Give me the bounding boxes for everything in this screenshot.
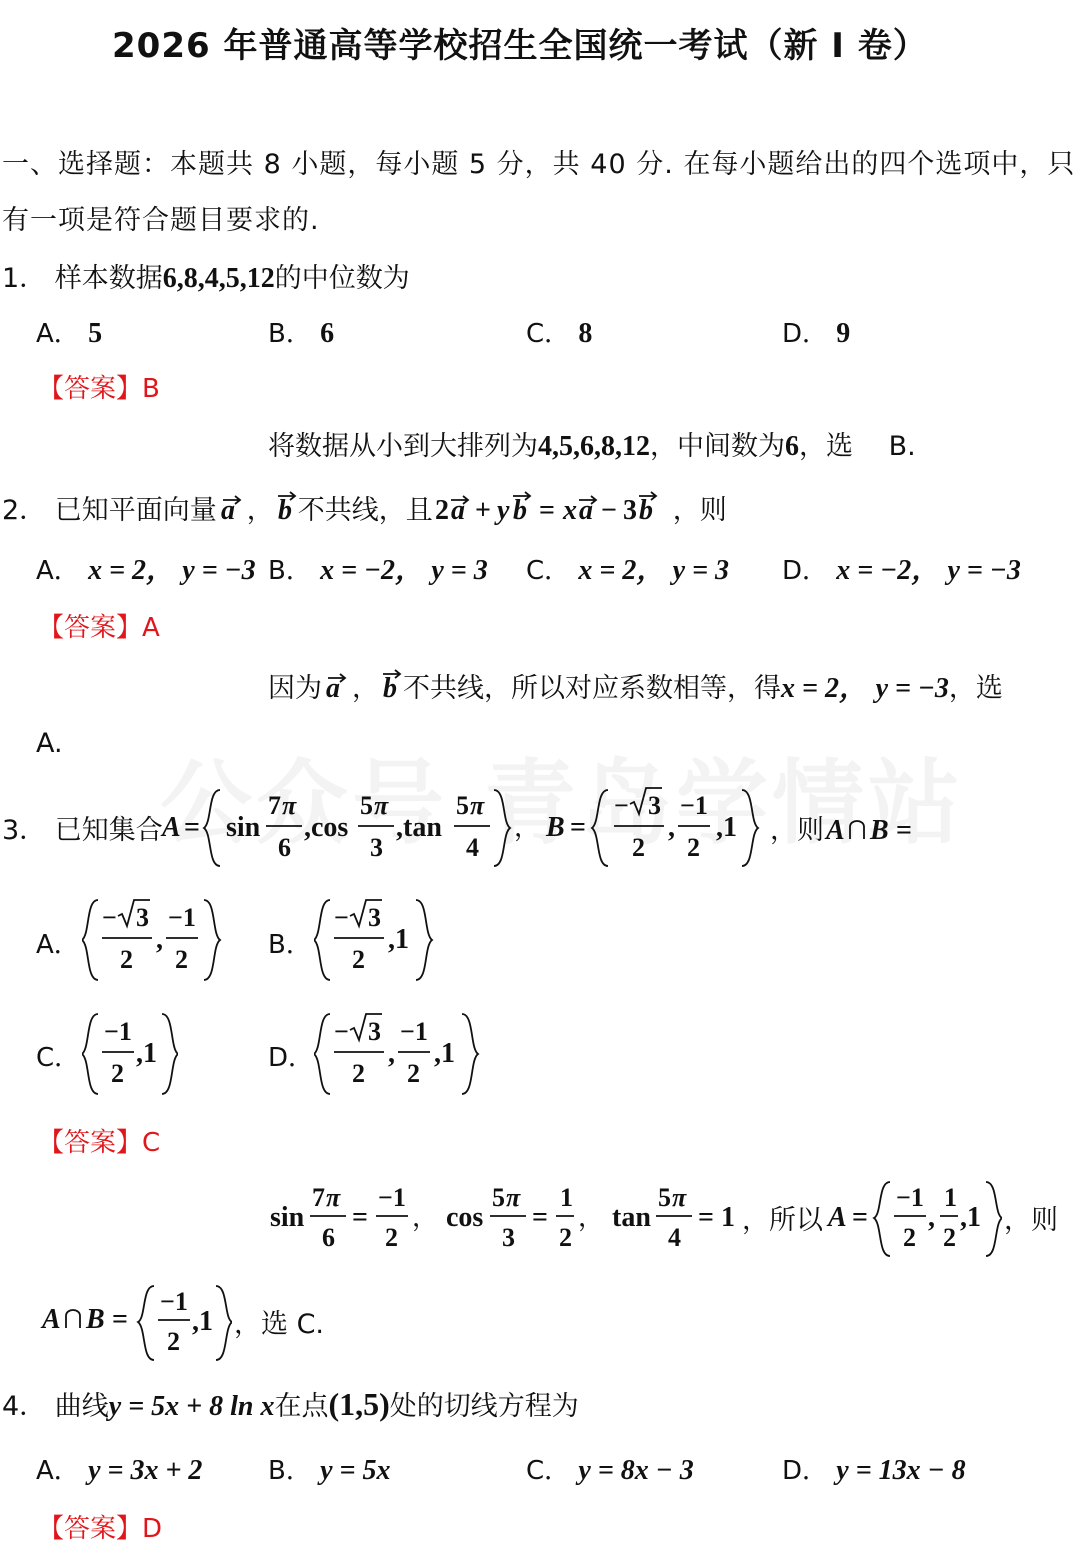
svg-text:π: π (672, 1183, 687, 1212)
svg-text:−: − (334, 903, 349, 932)
answer-3: 【答案】C (38, 1128, 161, 1158)
option-a-set (82, 896, 222, 984)
svg-text:+: + (474, 495, 491, 525)
svg-text:2: 2 (943, 1223, 956, 1252)
svg-text:π: π (326, 1183, 341, 1212)
section-header-line1: 一、选择题：本题共 8 小题，每小题 5 分，共 40 分. 在每小题给出的四个选项中，只 (2, 149, 1076, 180)
svg-text:a: a (578, 495, 593, 525)
svg-text:2: 2 (385, 1223, 398, 1252)
svg-text:B: B (546, 812, 565, 843)
stem-math: 6,8,4,5,12 (162, 263, 275, 294)
svg-text:1: 1 (944, 1183, 957, 1212)
svg-text:B: B (86, 1304, 105, 1335)
section-header-line2: 有一项是符合题目要求的. (2, 205, 320, 236)
svg-text:−: − (334, 1017, 349, 1046)
option-a: A． x = 2， y = −3 (36, 555, 256, 586)
svg-text:cos: cos (446, 1202, 484, 1233)
svg-text:,1: ,1 (136, 1038, 157, 1069)
explanation-3-set-a (826, 1176, 1002, 1260)
svg-text:2: 2 (111, 1059, 124, 1088)
explanation-2: 因为 a ， b 不共线，所以对应系数相等，得x = 2， y = −3，选 (268, 666, 1003, 706)
svg-text:sin: sin (226, 812, 261, 843)
explanation-3-result (40, 1280, 232, 1364)
explanation-3-connector: ，所以 (742, 1205, 823, 1236)
option-b-set (314, 896, 434, 984)
vector-a (322, 669, 352, 703)
option-c: C． 8 (526, 318, 593, 349)
svg-text:2: 2 (120, 945, 133, 974)
svg-text:2: 2 (632, 833, 645, 862)
option-c: C． y = 8x − 3 (526, 1455, 694, 1486)
page-title: 2026 年普通高等学校招生全国统一考试（新 I 卷） (112, 26, 928, 66)
svg-text:b: b (638, 495, 653, 525)
set-definitions (160, 782, 770, 874)
option-a-label: A． (36, 930, 80, 960)
svg-text:7: 7 (312, 1183, 325, 1212)
svg-text:5: 5 (456, 791, 469, 820)
svg-text:=: = (570, 812, 586, 843)
svg-text:,: , (388, 1038, 395, 1069)
question-4-stem: 4． 曲线y = 5x + 8 ln x在点(1,5)处的切线方程为 (2, 1386, 579, 1422)
question-2-stem: 2． 已知平面向量 a ， b 不共线，且 2 a + y b = x a − 3 b ，则 (2, 488, 727, 527)
svg-text:,cos: ,cos (304, 812, 349, 843)
stem-text: 样本数据 (54, 263, 163, 294)
svg-text:2: 2 (434, 495, 449, 525)
svg-text:,1: ,1 (960, 1202, 981, 1233)
svg-text:1: 1 (560, 1183, 573, 1212)
svg-text:3: 3 (368, 1017, 381, 1046)
svg-text:,1: ,1 (388, 924, 409, 955)
svg-text:3: 3 (370, 833, 383, 862)
svg-text:，: ， (412, 1203, 439, 1233)
question-3-stem-tail: ，则 A B = (770, 808, 944, 847)
svg-text:A: A (826, 815, 845, 845)
svg-text:b: b (383, 673, 397, 703)
svg-text:A: A (828, 1202, 847, 1233)
svg-text:7: 7 (268, 791, 281, 820)
answer-1: 【答案】B (38, 374, 160, 404)
svg-text:A: A (42, 1304, 61, 1335)
svg-text:π: π (470, 791, 485, 820)
svg-text:5: 5 (360, 791, 373, 820)
svg-text:2: 2 (407, 1059, 420, 1088)
option-c-set (82, 1010, 178, 1098)
svg-text:3: 3 (648, 791, 661, 820)
svg-text:−1: −1 (104, 1017, 132, 1046)
svg-text:,1: ,1 (192, 1306, 213, 1337)
svg-text:3: 3 (502, 1223, 515, 1252)
svg-text:b: b (512, 495, 527, 525)
svg-text:3: 3 (136, 903, 149, 932)
svg-text:a: a (326, 673, 340, 703)
option-d: D． y = 13x − 8 (782, 1455, 966, 1486)
answer-2: 【答案】A (38, 613, 160, 643)
option-c-label: C． (36, 1043, 81, 1073)
vector-a (217, 491, 247, 525)
svg-text:B: B (870, 815, 889, 845)
svg-text:,1: ,1 (434, 1038, 455, 1069)
svg-text:π: π (374, 791, 389, 820)
svg-text:,1: ,1 (716, 812, 737, 843)
svg-text:2: 2 (903, 1223, 916, 1252)
question-number: 1． (2, 263, 47, 294)
stem-text: 的中位数为 (274, 263, 410, 294)
svg-text:−: − (614, 791, 629, 820)
question-number: 4． (2, 1391, 47, 1422)
svg-text:a: a (220, 495, 235, 525)
explanation-1: 将数据从小到大排列为4,5,6,8,12，中间数为6，选 B. (268, 431, 916, 462)
option-a: A． 5 (36, 318, 103, 349)
svg-text:=: = (538, 495, 555, 525)
svg-text:y: y (496, 495, 510, 525)
svg-text:tan: tan (612, 1202, 651, 1233)
svg-text:5: 5 (658, 1183, 671, 1212)
svg-text:,: , (156, 924, 163, 955)
svg-text:2: 2 (352, 945, 365, 974)
svg-text:2: 2 (559, 1223, 572, 1252)
option-c: C． x = 2， y = 3 (526, 555, 730, 586)
svg-text:5: 5 (492, 1183, 505, 1212)
svg-text:2: 2 (175, 945, 188, 974)
question-number: 3． (2, 815, 47, 846)
svg-text:3: 3 (622, 495, 637, 525)
svg-text:=: = (184, 812, 200, 843)
svg-text:−: − (102, 903, 117, 932)
svg-text:−1: −1 (400, 1017, 428, 1046)
svg-text:=: = (896, 815, 912, 845)
svg-text:π: π (506, 1183, 521, 1212)
svg-text:−1: −1 (680, 791, 708, 820)
svg-text:2: 2 (167, 1327, 180, 1356)
svg-text:2: 2 (687, 833, 700, 862)
explanation-3-values (268, 1178, 748, 1258)
svg-text:−1: −1 (378, 1183, 406, 1212)
svg-text:,: , (668, 812, 675, 843)
option-d-label: D． (268, 1043, 315, 1073)
explanation-3-then: ，则 (1004, 1205, 1058, 1236)
svg-text:=: = (532, 1202, 548, 1233)
svg-text:−: − (600, 495, 617, 525)
svg-text:A: A (162, 812, 181, 843)
svg-text:4: 4 (466, 833, 479, 862)
svg-text:3: 3 (368, 903, 381, 932)
svg-text:sin: sin (270, 1202, 305, 1233)
svg-text:=: = (352, 1202, 368, 1233)
vector-equation (433, 489, 673, 525)
svg-text:6: 6 (322, 1223, 335, 1252)
option-b-label: B． (268, 930, 312, 960)
svg-text:4: 4 (668, 1223, 681, 1252)
svg-text:= 1: = 1 (698, 1202, 735, 1233)
option-a: A． y = 3x + 2 (36, 1455, 203, 1486)
option-d-set (314, 1010, 482, 1098)
svg-text:，: ， (578, 1203, 605, 1233)
svg-text:，: ， (514, 813, 541, 843)
option-b: B． 6 (268, 318, 335, 349)
svg-text:x: x (562, 495, 577, 525)
svg-text:−1: −1 (896, 1183, 924, 1212)
explanation-3-tail: ，选 C. (234, 1309, 325, 1340)
svg-text:6: 6 (278, 833, 291, 862)
vector-b (274, 489, 298, 525)
svg-text:a: a (450, 495, 465, 525)
svg-text:−1: −1 (160, 1287, 188, 1316)
option-d: D． x = −2， y = −3 (782, 555, 1021, 586)
option-d: D． 9 (782, 318, 851, 349)
explanation-2-tail: A. (36, 728, 63, 759)
option-b: B． x = −2， y = 3 (268, 555, 488, 586)
question-1-stem (2, 256, 410, 295)
intersection-expression (824, 811, 944, 845)
vector-b (379, 667, 403, 703)
svg-text:,tan: ,tan (396, 812, 442, 843)
svg-text:=: = (852, 1202, 868, 1233)
svg-text:2: 2 (352, 1059, 365, 1088)
svg-text:=: = (112, 1304, 128, 1335)
svg-text:,: , (928, 1202, 935, 1233)
svg-text:b: b (277, 495, 292, 525)
option-b: B． y = 5x (268, 1455, 391, 1486)
question-3-stem: 3． 已知集合 (2, 815, 163, 846)
question-number: 2． (2, 495, 47, 526)
svg-text:−1: −1 (168, 903, 196, 932)
svg-text:π: π (282, 791, 297, 820)
answer-4: 【答案】D (38, 1514, 163, 1544)
